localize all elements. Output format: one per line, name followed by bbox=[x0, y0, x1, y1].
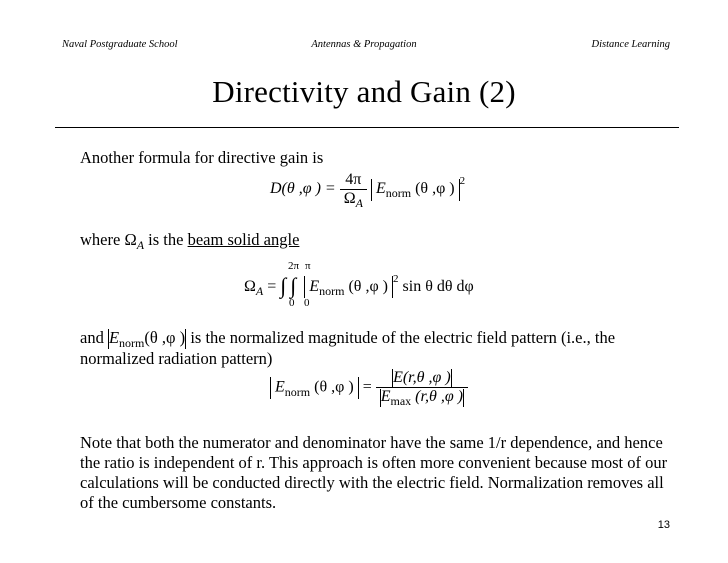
and-text-continued: normalized radiation pattern) bbox=[80, 349, 273, 368]
header-school: Naval Postgraduate School bbox=[62, 39, 178, 50]
header-course: Antennas & Propagation bbox=[311, 39, 417, 50]
slide-title: Directivity and Gain (2) bbox=[212, 74, 516, 109]
normalized-field-equation: $E_{norm}$ (θ ,φ ) = $\frac{E(r,\theta ,\varphi )}{E_{max} (r,\theta ,\varphi )}$ bbox=[270, 369, 468, 407]
and-text: and $E_{norm}(\theta$ ,φ ) is the normalized magnitude of the electric field pattern (i.e., the bbox=[80, 328, 616, 350]
eq1-args: (θ ,φ ) bbox=[415, 180, 455, 198]
note-line-2: the ratio is independent of r. This approach is often more convenient because most of our bbox=[80, 453, 668, 472]
eq1-denominator: $\Omega_A$ bbox=[340, 189, 367, 208]
header-program: Distance Learning bbox=[591, 39, 670, 50]
abs-bar bbox=[371, 179, 372, 201]
eq2-lhs: Ω bbox=[244, 278, 256, 295]
eq1-power: 2 bbox=[459, 175, 466, 188]
lower-limit-theta: 0 bbox=[304, 297, 310, 309]
where-text: where $\Omega_A$ is the beam solid angle bbox=[80, 230, 300, 252]
eq1-E: E bbox=[375, 180, 386, 198]
eq1-lhs: D(θ ,φ ) = bbox=[270, 180, 336, 198]
beam-solid-angle-equation: 2π π 0 0 $\Omega_A$ = ∫ ∫ $E_{norm}$ (θ ,φ ) $^2$ sin θ dθ dφ bbox=[244, 260, 474, 309]
abs-bar bbox=[304, 276, 305, 298]
lower-limit-phi: 0 bbox=[289, 297, 295, 309]
note-line-1: Note that both the numerator and denominator have the same 1/r dependence, and hence bbox=[80, 433, 663, 452]
directivity-equation bbox=[270, 171, 465, 208]
title-rule bbox=[55, 127, 679, 128]
integral-symbol: ∫ bbox=[280, 273, 287, 298]
eq3-numerator: E(r,θ ,φ ) bbox=[393, 369, 451, 386]
note-line-4: of the cumbersome constants. bbox=[80, 493, 277, 512]
eq1-fraction bbox=[340, 171, 367, 208]
eq1-numerator: 4π bbox=[345, 171, 362, 188]
eq3-denominator: $E_{max}$ (r,θ ,φ ) bbox=[376, 387, 468, 406]
eq1-E-sub: norm bbox=[385, 186, 412, 201]
eq2-tail: sin θ dθ dφ bbox=[402, 278, 474, 295]
integral-symbol: ∫ bbox=[290, 273, 297, 298]
intro-text: Another formula for directive gain is bbox=[80, 148, 324, 167]
eq3-fraction bbox=[376, 369, 468, 407]
page-number: 13 bbox=[657, 519, 670, 531]
note-line-3: calculations will be conducted directly with the electric field. Normalization removes all bbox=[80, 473, 664, 492]
upper-limit-theta: π bbox=[305, 260, 311, 272]
beam-solid-angle-term: beam solid angle bbox=[187, 230, 300, 249]
upper-limit-phi: 2π bbox=[288, 260, 300, 272]
